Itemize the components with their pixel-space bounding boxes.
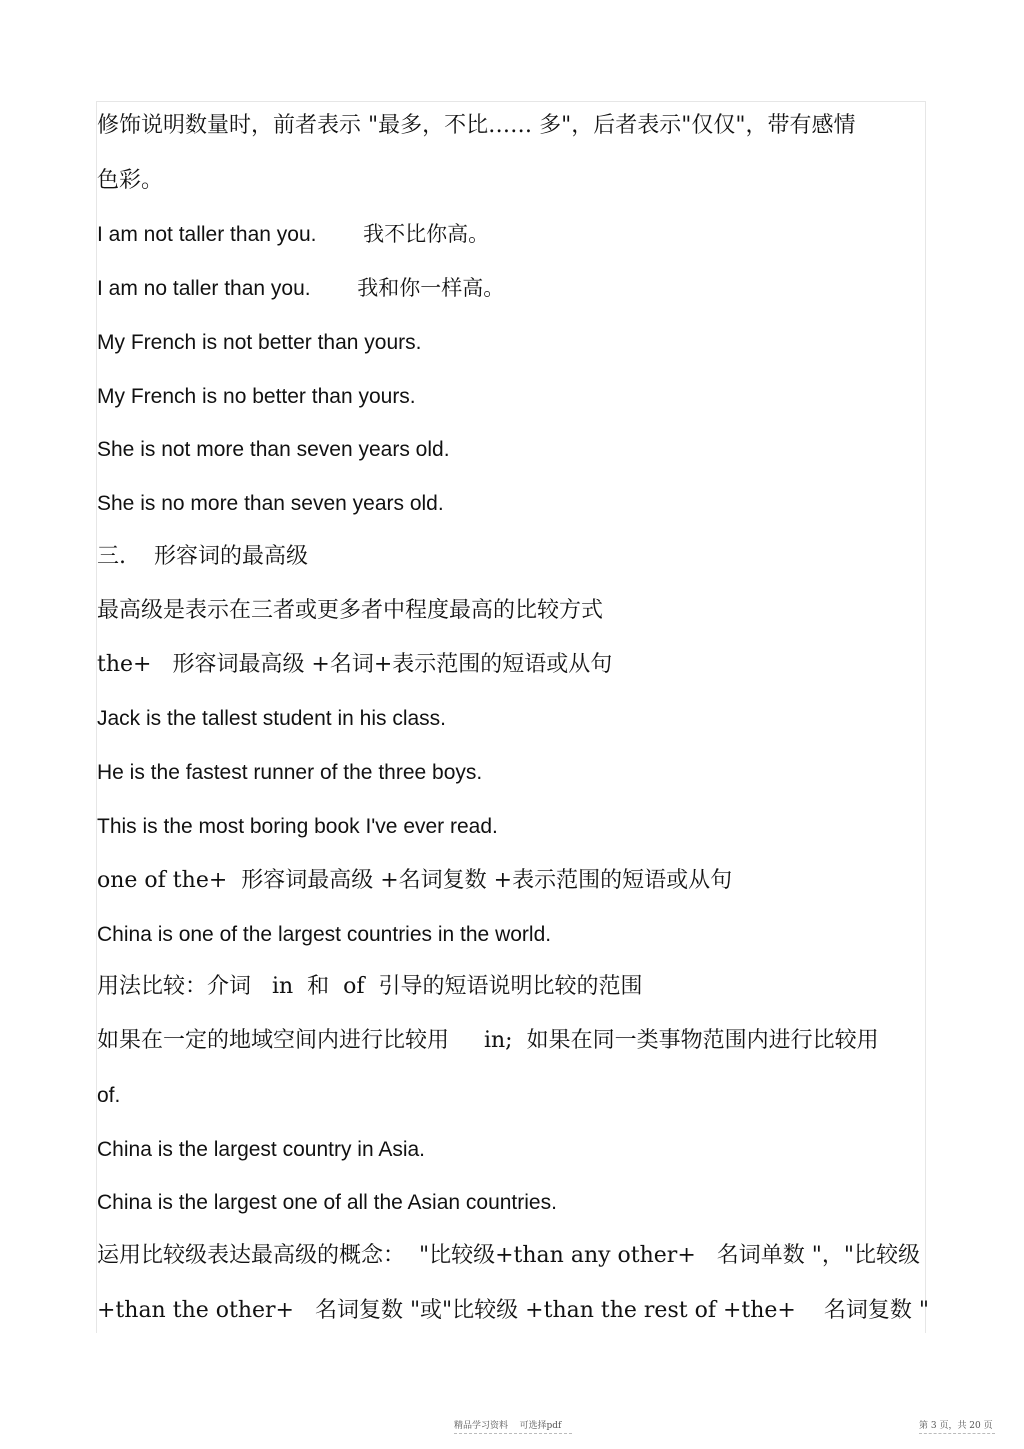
text-line: My French is no better than yours. — [97, 385, 416, 408]
text-line: I am not taller than you. 我不比你高。 — [97, 223, 490, 246]
footer-page-number: 第 3 页，共 20 页 — [919, 1421, 993, 1431]
text-line: 色彩。 — [97, 168, 164, 193]
text-line: +than the other+ 名词复数 "或"比较级 +than the rest of +the+ 名词复数 " — [97, 1298, 929, 1323]
text-line: My French is not better than yours. — [97, 331, 422, 354]
footer-left-note: 精品学习资料 可选择pdf — [454, 1421, 562, 1431]
text-line: 如果在一定的地域空间内进行比较用 in; 如果在同一类事物范围内进行比较用 — [97, 1028, 879, 1053]
section-heading: 三. 形容词的最高级 — [97, 544, 308, 569]
text-line: I am no taller than you. 我和你一样高。 — [97, 277, 505, 300]
text-line: Jack is the tallest student in his class. — [97, 707, 446, 730]
text-line: This is the most boring book I've ever read. — [97, 815, 498, 838]
text-line: China is one of the largest countries in the world. — [97, 923, 552, 946]
text-line: China is the largest one of all the Asian countries. — [97, 1191, 557, 1214]
text-line: 修饰说明数量时，前者表示 "最多，不比…… 多"，后者表示"仅仅"，带有感情 — [97, 113, 856, 138]
text-line: She is no more than seven years old. — [97, 492, 444, 515]
text-line: China is the largest country in Asia. — [97, 1138, 426, 1161]
text-line: one of the+ 形容词最高级 +名词复数 +表示范围的短语或从句 — [97, 868, 733, 893]
text-line: She is not more than seven years old. — [97, 438, 450, 461]
footer-right-divider — [919, 1433, 995, 1434]
text-line: 运用比较级表达最高级的概念： "比较级+than any other+ 名词单数 "，"比较级 — [97, 1243, 920, 1268]
text-line: the+ 形容词最高级 +名词+表示范围的短语或从句 — [97, 652, 613, 677]
text-line: 用法比较：介词 in 和 of 引导的短语说明比较的范围 — [97, 974, 643, 999]
footer-left-divider — [454, 1433, 572, 1434]
text-line: of. — [97, 1084, 121, 1107]
text-line: He is the fastest runner of the three boys. — [97, 761, 483, 784]
text-line: 最高级是表示在三者或更多者中程度最高的比较方式 — [97, 598, 604, 623]
